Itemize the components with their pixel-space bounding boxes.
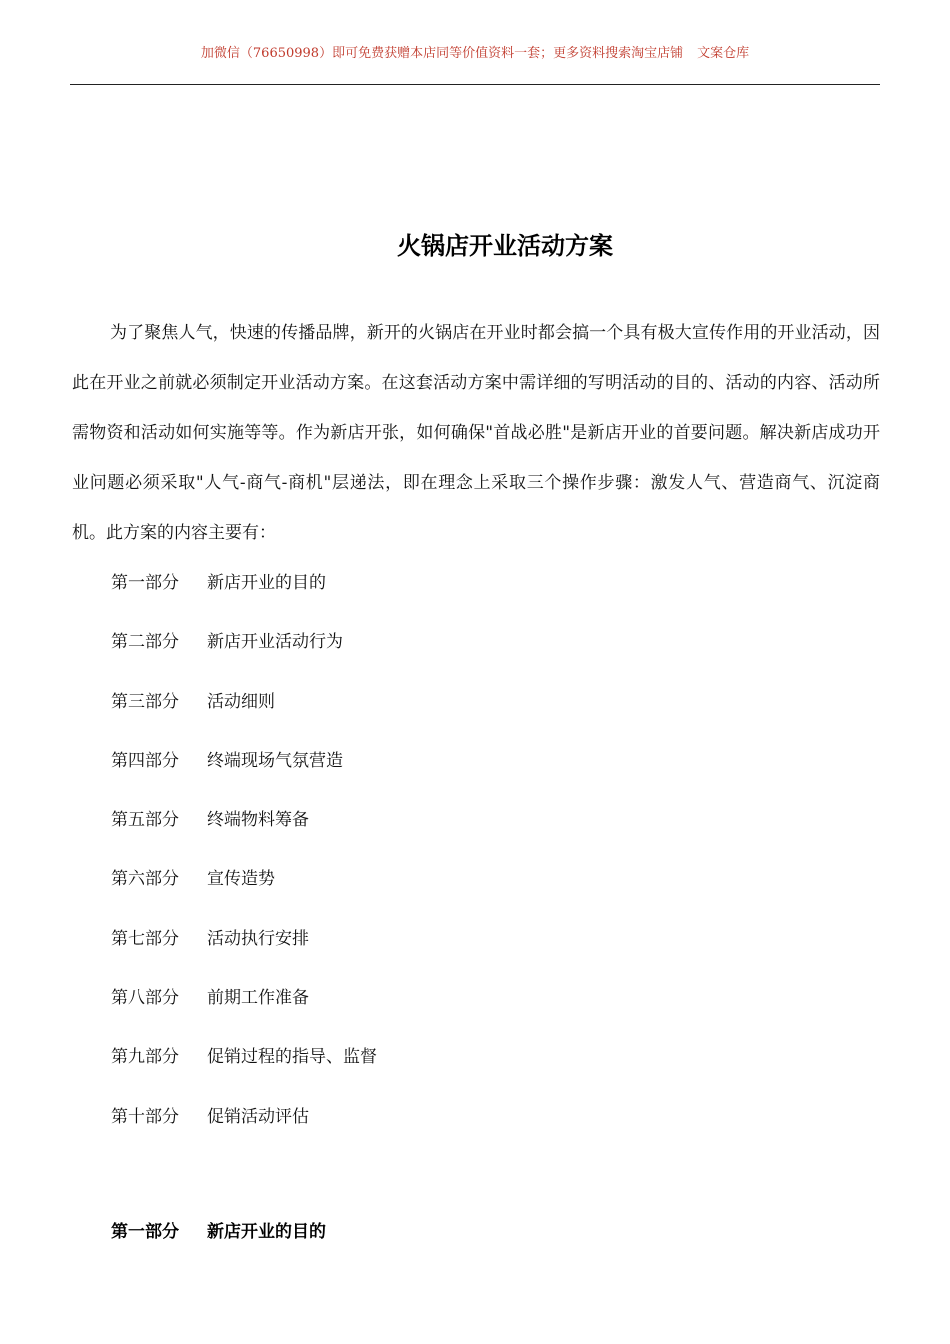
toc-item (111, 561, 377, 620)
table-of-contents (111, 561, 377, 1154)
toc-item-number: 第七部分 (111, 928, 179, 949)
header-notice: 加微信（76650998）即可免费获赠本店同等价值资料一套；更多资料搜索淘宝店铺 (200, 46, 684, 61)
toc-item (111, 739, 377, 798)
section-title: 新店开业的目的 (207, 1222, 326, 1242)
toc-item-number: 第五部分 (111, 810, 179, 831)
document-title: 火锅店开业活动方案 (397, 232, 613, 260)
page-header (70, 44, 880, 64)
toc-item-title: 活动细则 (207, 691, 275, 712)
toc-item-title: 终端现场气氛营造 (207, 750, 343, 771)
toc-item-number: 第九部分 (111, 1047, 179, 1068)
intro-paragraph: 为了聚焦人气，快速的传播品牌，新开的火锅店在开业时都会搞一个具有极大宣传作用的开业活动，因此在开业之前就必须制定开业活动方案。在这套活动方案中需详细的写明活动的目的、活动的内容、活动所需物资和活动如何实施等等。作为新店开张，如何确保"首战必胜"是新店开业的首要问题。解决新店成功开业问题必须采取"人气-商气-商机"层递法，即在理念上采取三个操作步骤：激发人气、营造商气、沉淀商机。此方案的内容主要有： (72, 323, 880, 543)
toc-item-title: 宣传造势 (207, 869, 275, 890)
toc-item-number: 第二部分 (111, 632, 179, 653)
toc-item-number: 第三部分 (111, 691, 179, 712)
toc-item (111, 798, 377, 857)
toc-item (111, 620, 377, 679)
toc-item (111, 1035, 377, 1094)
toc-item-number: 第十部分 (111, 1106, 179, 1127)
toc-item-title: 新店开业的目的 (207, 573, 326, 593)
toc-item (111, 857, 377, 916)
toc-item-title: 前期工作准备 (207, 988, 309, 1009)
toc-item (111, 680, 377, 739)
header-divider (70, 84, 880, 85)
toc-item (111, 1095, 377, 1154)
toc-item-number: 第八部分 (111, 988, 179, 1009)
toc-item (111, 917, 377, 976)
toc-item-title: 活动执行安排 (207, 928, 309, 949)
toc-item (111, 976, 377, 1035)
toc-item-number: 第一部分 (111, 573, 179, 593)
header-shop-name: 文案仓库 (697, 46, 750, 61)
toc-item-title: 促销过程的指导、监督 (207, 1047, 377, 1068)
section-heading (111, 1212, 326, 1252)
toc-item-title: 终端物料筹备 (207, 810, 309, 831)
toc-item-number: 第六部分 (111, 869, 179, 890)
section-number: 第一部分 (111, 1222, 179, 1242)
toc-item-title: 促销活动评估 (207, 1106, 309, 1127)
toc-item-number: 第四部分 (111, 750, 179, 771)
toc-item-title: 新店开业活动行为 (207, 632, 343, 653)
